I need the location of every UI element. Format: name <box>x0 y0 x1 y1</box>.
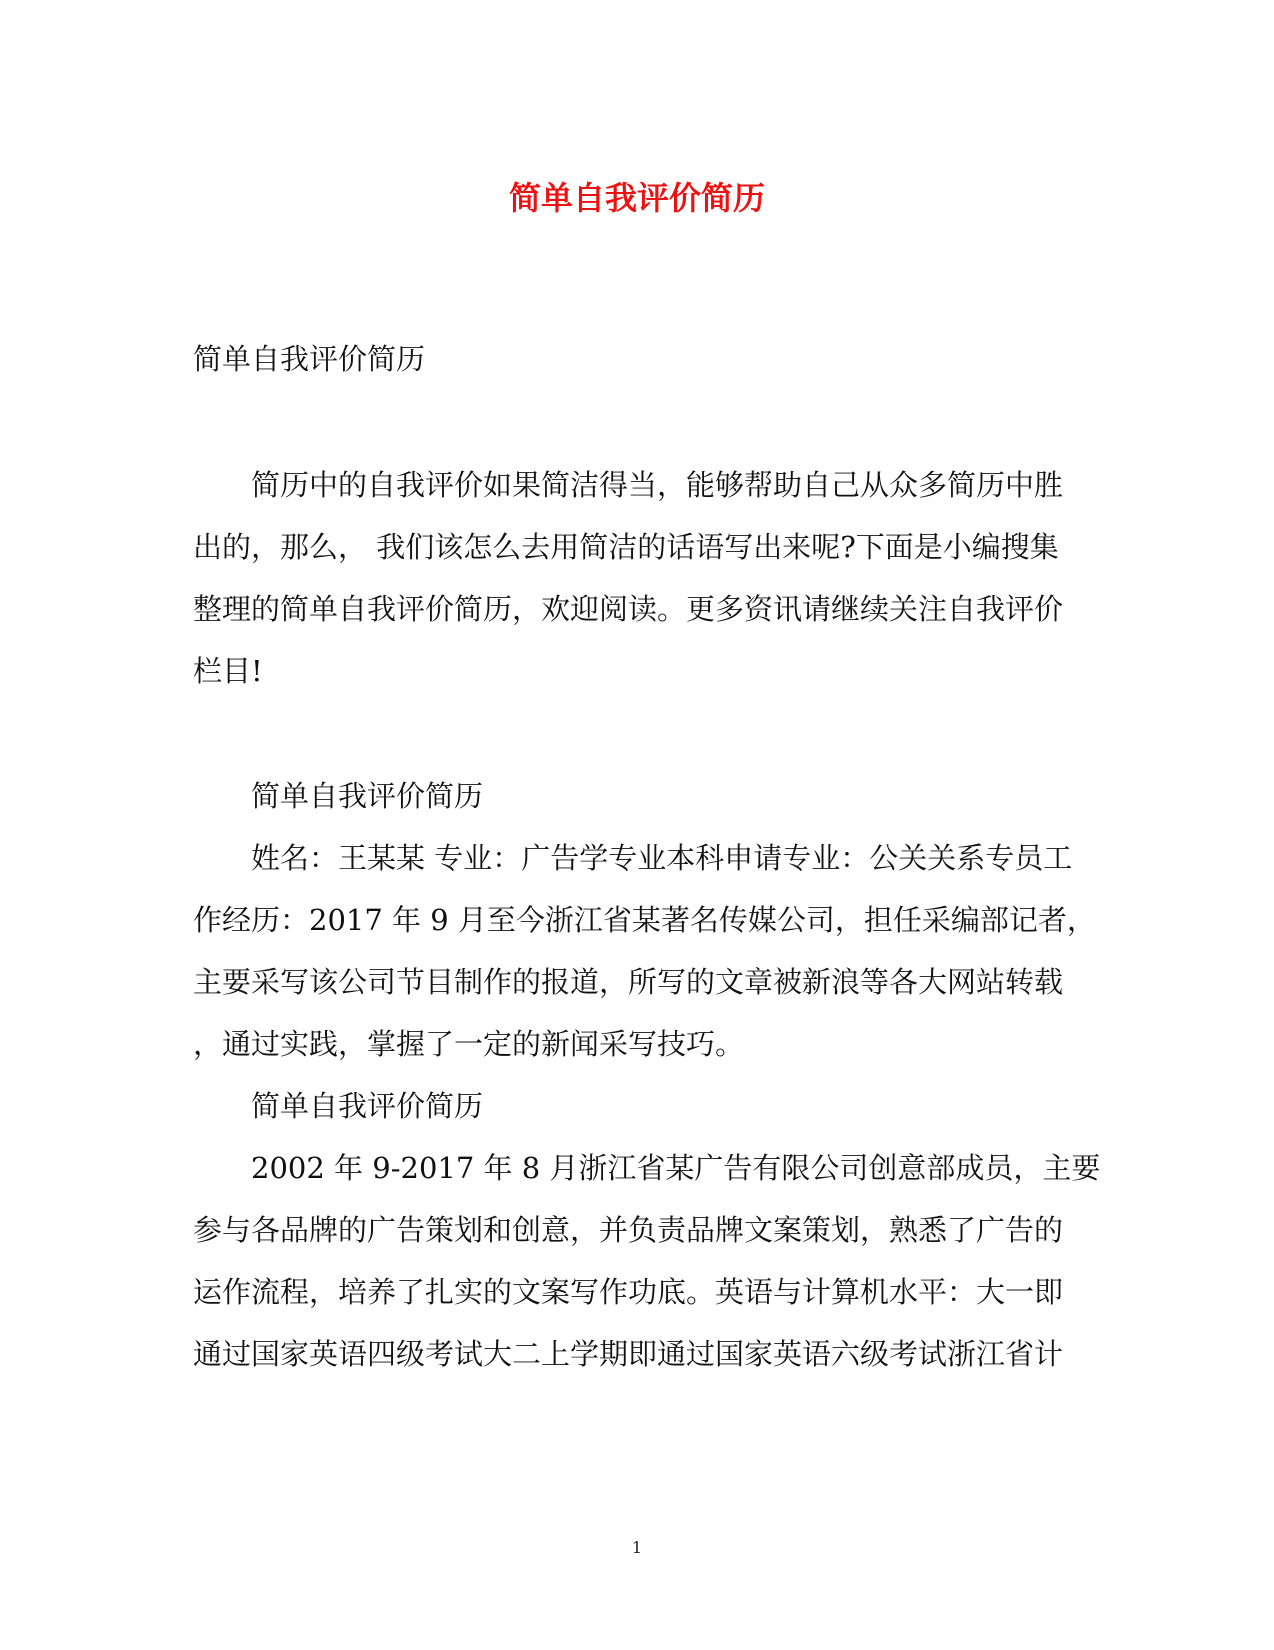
intro-line-4: 栏目! <box>193 654 263 688</box>
document-title: 简单自我评价简历 <box>508 179 765 217</box>
intro-line-3: 整理的简单自我评价简历，欢迎阅读。更多资讯请继续关注自我评价 <box>193 592 1064 626</box>
document-heading: 简单自我评价简历 <box>193 342 426 376</box>
section2-line-1: 2002 年 9-2017 年 8 月浙江省某广告有限公司创意部成员，主要 <box>251 1151 1101 1185</box>
section1-line-3: 主要采写该公司节目制作的报道，所写的文章被新浪等各大网站转载 <box>193 965 1064 999</box>
section1-line-1: 姓名：王某某 专业：广告学专业本科申请专业：公关关系专员工 <box>251 841 1073 875</box>
section2-heading: 简单自我评价简历 <box>251 1089 484 1123</box>
section2-line-4: 通过国家英语四级考试大二上学期即通过国家英语六级考试浙江省计 <box>193 1337 1064 1371</box>
section1-line-4: ，通过实践，掌握了一定的新闻采写技巧。 <box>193 1027 745 1061</box>
section2-line-2: 参与各品牌的广告策划和创意，并负责品牌文案策划，熟悉了广告的 <box>193 1213 1064 1247</box>
intro-line-2: 出的，那么， 我们该怎么去用简洁的话语写出来呢?下面是小编搜集 <box>193 530 1059 564</box>
section1-heading: 简单自我评价简历 <box>251 779 484 813</box>
section2-line-3: 运作流程，培养了扎实的文案写作功底。英语与计算机水平：大一即 <box>193 1275 1064 1309</box>
section1-line-2: 作经历：2017 年 9 月至今浙江省某著名传媒公司，担任采编部记者， <box>193 903 1096 937</box>
intro-line-1: 简历中的自我评价如果简洁得当，能够帮助自己从众多简历中胜 <box>251 468 1064 502</box>
page-number: 1 <box>631 1538 643 1557</box>
